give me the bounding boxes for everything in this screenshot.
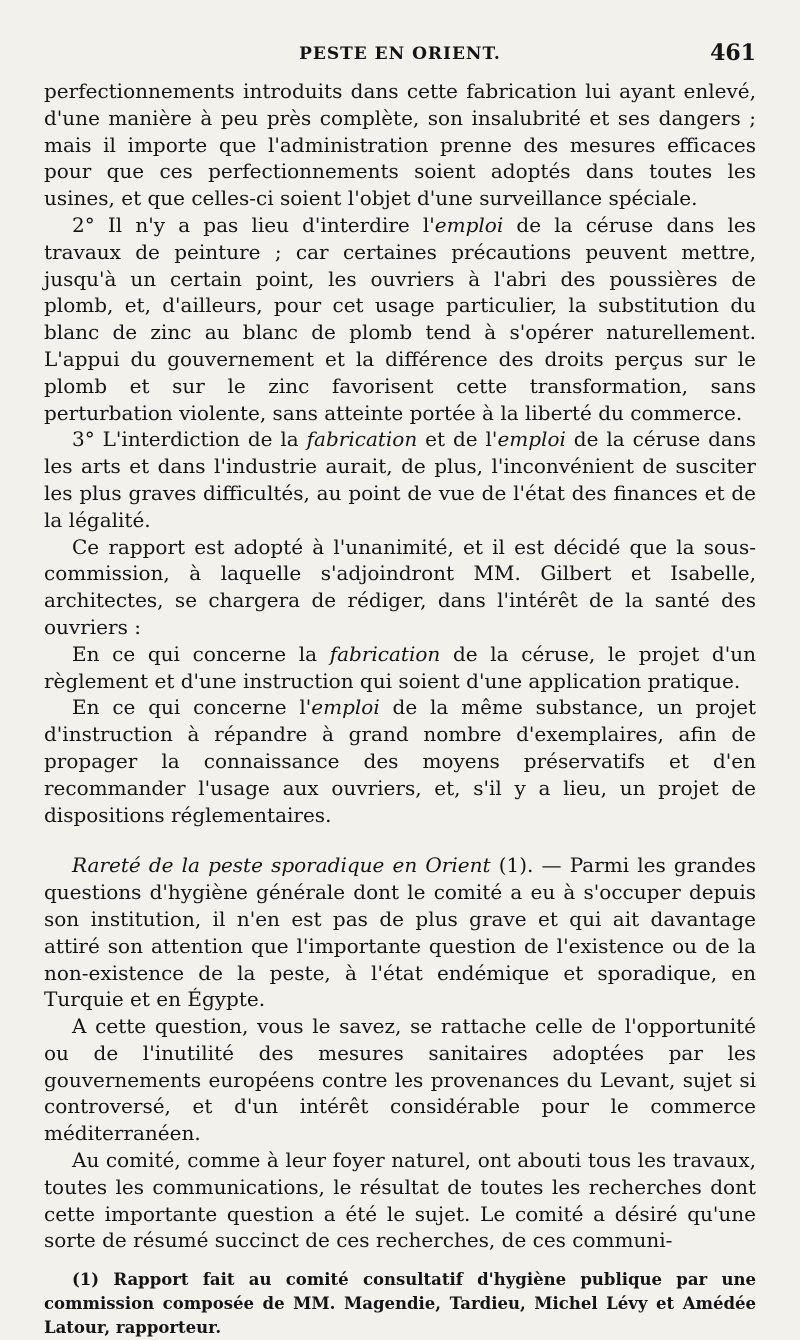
body-text bbox=[44, 78, 756, 1254]
paragraph-5-part: En ce qui concerne la bbox=[72, 641, 330, 666]
paragraph-2-part: de la céruse dans les travaux de peinture ; car certaines précautions peuvent mettre, jusqu'à un certain point, les ouvriers à l'abri des poussières de plomb, et, d'ailleurs, pour cet usage particulier, la substitution du blanc de zinc au blanc de plomb tend à s'opérer naturellement. L'appui du gouvernement et la différence des droits perçus sur le plomb et sur le zinc favorisent cette transformation, sans perturbation violente, sans atteinte portée à la liberté du commerce. bbox=[44, 212, 756, 425]
paragraph-7 bbox=[44, 852, 756, 1013]
paragraph-7-part: . — Parmi les grandes questions d'hygiène générale dont le comité a eu à s'occuper depuis son institution, il n'en est pas de plus grave et qui ait davantage attiré son attention que l'importante question de l'existence ou de la non-existence de la peste, à l'état endémique et sporadique, en Turquie et en Égypte. bbox=[44, 853, 757, 1012]
page-number: 461 bbox=[710, 40, 756, 66]
paragraph-2 bbox=[44, 212, 756, 426]
paragraph-2-part: 2° Il n'y a pas lieu d'interdire l' bbox=[72, 212, 435, 237]
paragraph-3-emphasis: fabrication bbox=[306, 427, 418, 452]
paragraph-3-part: 3° L'interdiction de la bbox=[72, 427, 307, 452]
paragraph-1: perfectionnements introduits dans cette fabrication lui ayant enlevé, d'une manière à peu près complète, son insalubrité et ses dangers ; mais il importe que l'administration prenne des mesures efficaces pour que ces perfectionnements soient adoptés dans toutes les usines, et que celles-ci soient l'objet d'une surveillance spéciale. bbox=[44, 79, 756, 211]
paragraph-3-emphasis: emploi bbox=[497, 427, 566, 452]
footnote-reference: (1) bbox=[498, 853, 528, 878]
paragraph-2-emphasis: emploi bbox=[434, 212, 504, 237]
paragraph-4: Ce rapport est adopté à l'unanimité, et il est décidé que la sous-commission, à laquelle s'adjoindront MM. Gilbert et Isabelle, architectes, se chargera de rédiger, dans l'intérêt de la santé des ouvriers : bbox=[44, 534, 756, 639]
paragraph-3-part: et de l' bbox=[417, 427, 498, 452]
paragraph-8: A cette question, vous le savez, se rattache celle de l'opportunité ou de l'inutilité des mesures sanitaires adoptées par les gouvernements européens contre les provenances du Levant, sujet si controversé, et d'un intérêt considérable pour le commerce méditerranéen. bbox=[44, 1014, 756, 1146]
paragraph-3 bbox=[44, 426, 756, 533]
paragraph-6-part: En ce qui concerne l' bbox=[72, 695, 312, 720]
section-title: Rareté de la peste sporadique en Orient bbox=[72, 853, 491, 878]
paragraph-5 bbox=[44, 641, 756, 695]
footnote: (1) Rapport fait au comité consultatif d'hygiène publique par une commission composée de MM. Magendie, Tardieu, Michel Lévy et Amédée Latour, rapporteur. bbox=[44, 1270, 756, 1338]
running-head: PESTE EN ORIENT. bbox=[299, 44, 501, 64]
paragraph-6-emphasis: emploi bbox=[311, 695, 380, 720]
section-break bbox=[44, 828, 756, 852]
paragraph-5-part: de la céruse, le projet d'un règlement et d'une instruction qui soient d'une application pratique. bbox=[44, 641, 756, 693]
paragraph-3-part: de la céruse dans les arts et dans l'industrie aurait, de plus, l'inconvénient de susciter les plus graves difficultés, au point de vue de l'état des finances et de la légalité. bbox=[44, 427, 757, 532]
page-header bbox=[44, 38, 756, 78]
paragraph-5-emphasis: fabrication bbox=[329, 641, 441, 666]
paragraph-6 bbox=[44, 694, 756, 828]
paragraph-9: Au comité, comme à leur foyer naturel, ont abouti tous les travaux, toutes les communications, le résultat de toutes les recherches dont cette importante question a été le sujet. Le comité a désiré qu'une sorte de résumé succinct de ces recherches, de ces communi- bbox=[44, 1148, 756, 1253]
paragraph-6-part: de la même substance, un projet d'instruction à répandre à grand nombre d'exemplaires, afin de propager la connaissance des moyens préservatifs et d'en recommander l'usage aux ouvriers, et, s'il y a lieu, un projet de dispositions réglementaires. bbox=[44, 695, 756, 827]
